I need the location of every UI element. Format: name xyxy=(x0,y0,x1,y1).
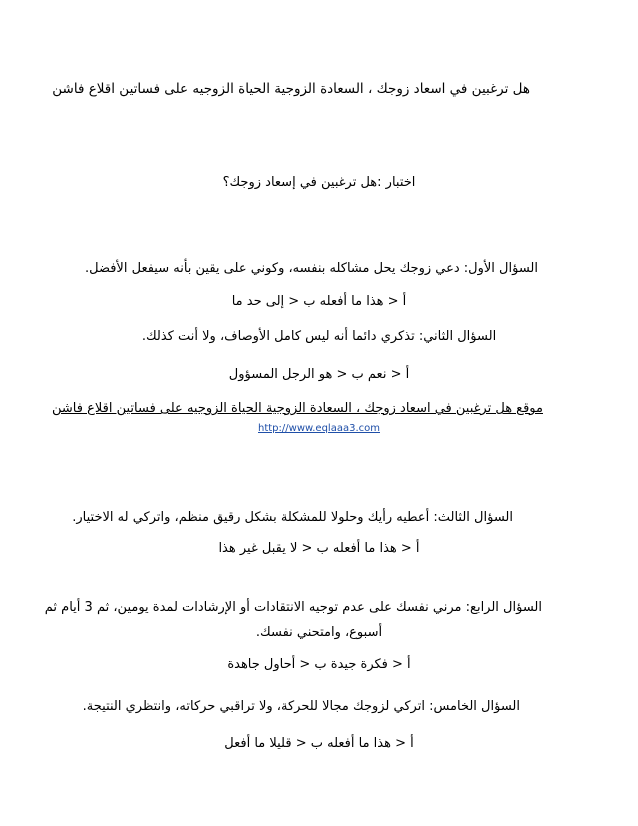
site-ad-link[interactable]: موقع هل ترغبين في اسعاد زوجك ، السعادة الزوجية الحياة الزوجيه على فساتين اقلاع فاشن xyxy=(52,401,543,416)
site-url-link[interactable]: http://www.eqlaaa3.com xyxy=(258,423,380,434)
question-3-answers: أ < هذا ما أفعله ب < لا يقبل غير هذا xyxy=(218,541,420,556)
header-title: هل ترغبين في اسعاد زوجك ، السعادة الزوجية الحياة الزوجيه على فساتين اقلاع فاشن xyxy=(52,81,530,97)
question-5-text: السؤال الخامس: اتركي لزوجك مجالا للحركة، ولا تراقبي حركاته، وانتظري النتيجة. xyxy=(82,699,520,714)
question-4-text-line-1: السؤال الرابع: مرني نفسك على عدم توجيه الانتقادات أو الإرشادات لمدة يومين، ثم 3 أيام ثم xyxy=(44,600,542,615)
question-1-text: السؤال الأول: دعي زوجك يحل مشاكله بنفسه، وكوني على يقين بأنه سيفعل الأفضل. xyxy=(84,261,538,276)
quiz-title: اختبار :هل ترغبين في إسعاد زوجك؟ xyxy=(222,175,416,190)
question-4-text-line-2: أسبوع، وامتحني نفسك. xyxy=(255,625,383,640)
question-1-answers: أ < هذا ما أفعله ب < إلى حد ما xyxy=(231,294,407,309)
question-5-answers: أ < هذا ما أفعله ب < قليلا ما أفعل xyxy=(224,736,414,751)
question-2-text: السؤال الثاني: تذكري دائما أنه ليس كامل الأوصاف، ولا أنت كذلك. xyxy=(141,329,497,344)
question-4-answers: أ < فكرة جيدة ب < أحاول جاهدة xyxy=(227,657,411,672)
question-3-text: السؤال الثالث: أعطيه رأيك وحلولا للمشكلة بشكل رقيق منظم، واتركي له الاختيار. xyxy=(72,510,513,525)
question-2-answers: أ < نعم ب < هو الرجل المسؤول xyxy=(228,367,410,382)
